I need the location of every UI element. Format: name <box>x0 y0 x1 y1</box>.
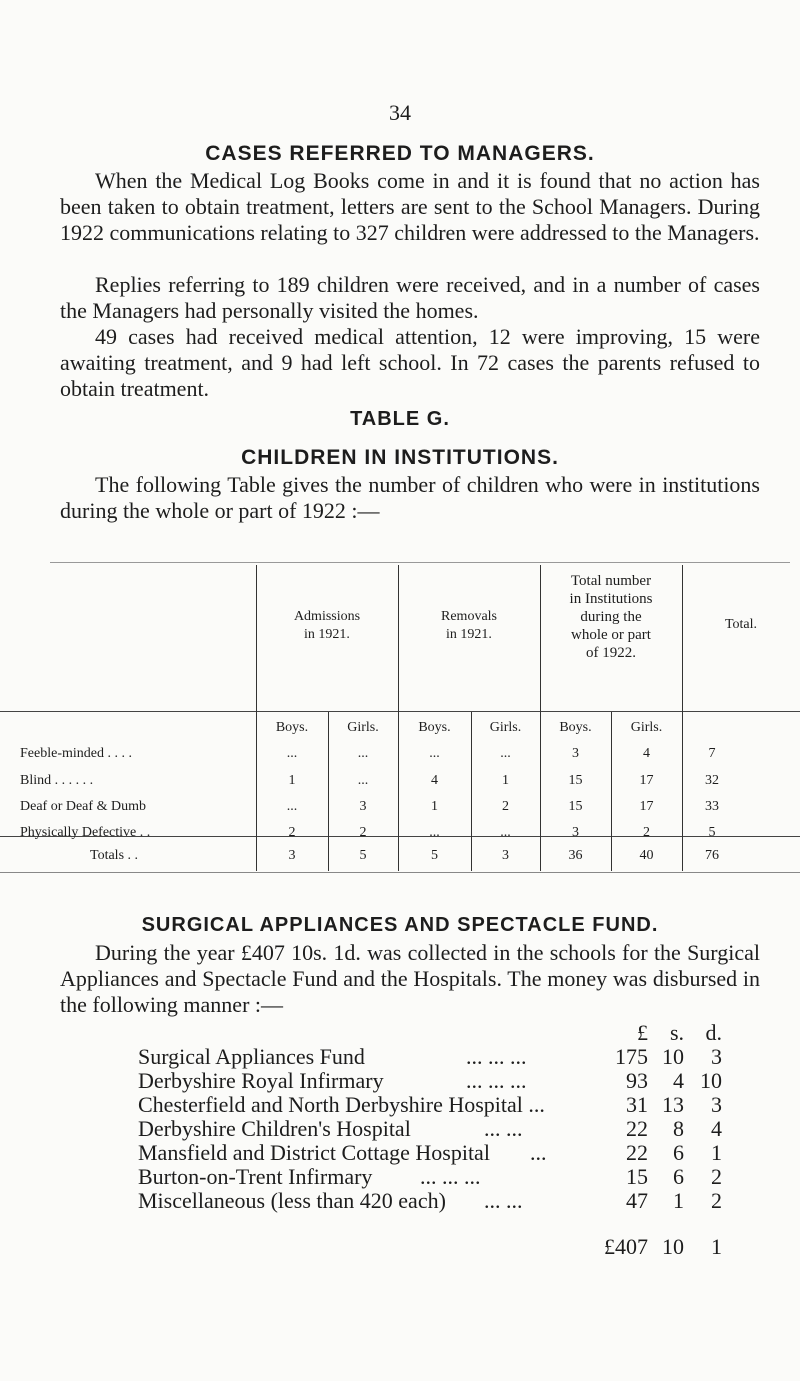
list-item <box>0 1068 800 1094</box>
subheader-total-girls: Girls. <box>630 720 663 735</box>
fund-item-label: Mansfield and District Cottage Hospital <box>138 1140 490 1165</box>
cases-referred-heading: CASES REFERRED TO MANAGERS. <box>205 142 595 165</box>
table-cell-totals: 3 <box>288 848 296 863</box>
fund-pounds: 22 <box>626 1116 648 1141</box>
list-item <box>0 1140 800 1166</box>
fund-pence: 2 <box>711 1164 722 1189</box>
fund-pounds: 47 <box>626 1188 648 1213</box>
fund-item-label: Derbyshire Children's Hospital <box>138 1116 411 1141</box>
fund-item-label: Chesterfield and North Derbyshire Hospital ... <box>138 1092 545 1117</box>
table-cell: ... <box>429 825 440 840</box>
fund-pounds: 93 <box>626 1068 648 1093</box>
paragraph-replies: Replies referring to 189 children were received, and in a number of cases the Managers had personally visited the homes. <box>60 272 760 323</box>
fund-pence: 10 <box>700 1068 722 1093</box>
row-label-blind: Blind . . . . . . <box>20 773 94 788</box>
table-cell-totals: 5 <box>431 848 438 863</box>
fund-shillings: 1 <box>673 1188 684 1213</box>
list-item <box>0 1044 800 1070</box>
fund-pounds: 175 <box>615 1044 648 1069</box>
total-pounds: £407 <box>604 1234 648 1259</box>
children-in-institutions-table <box>0 560 800 870</box>
table-cell: 2 <box>359 825 367 840</box>
fund-item-label: Miscellaneous (less than 420 each) <box>138 1188 446 1213</box>
table-cell: 17 <box>639 773 654 788</box>
subheader-removals-boys: Boys. <box>418 720 451 735</box>
fund-item-label: Burton-on-Trent Infirmary <box>138 1164 373 1189</box>
table-g-intro: The following Table gives the number of children who were in institutions during the whole or part of 1922 :— <box>60 472 760 523</box>
fund-shillings: 4 <box>673 1068 684 1093</box>
table-cell-totals: 5 <box>359 848 367 863</box>
fund-total-row <box>0 1234 800 1260</box>
fund-pence: 3 <box>711 1044 722 1069</box>
paragraph-log-books: When the Medical Log Books come in and it is found that no action has been taken to obtain treatment, letters are sent to the School Managers. During 1922 communications relating to 327 children were addressed to the Managers. <box>60 168 760 245</box>
fund-pence: 2 <box>711 1188 722 1213</box>
table-cell-total: 33 <box>705 799 719 814</box>
subheader-admissions-girls: Girls. <box>347 720 379 735</box>
table-cell-totals: 40 <box>639 848 654 863</box>
fund-item-label: Derbyshire Royal Infirmary <box>138 1068 384 1093</box>
table-cell-totals: 36 <box>568 848 583 863</box>
table-cell-totals: 3 <box>502 848 509 863</box>
table-cell: 3 <box>572 825 579 840</box>
row-label-deaf-dumb: Deaf or Deaf & Dumb <box>20 799 146 814</box>
fund-shillings: 10 <box>662 1044 684 1069</box>
table-g-heading: TABLE G. <box>350 408 450 430</box>
fund-item-label: Surgical Appliances Fund <box>138 1044 365 1069</box>
leader-dots: ... <box>530 1140 547 1165</box>
table-cell: ... <box>500 825 511 840</box>
table-cell: 2 <box>288 825 296 840</box>
header-total-number: Total number in Institutions during the whole or part of 1922. <box>569 573 653 661</box>
surgical-fund-intro: During the year £407 10s. 1d. was collected in the schools for the Surgical Appliances and Spectacle Fund and the Hospitals. The money was disbursed in the following manner :— <box>60 940 760 1017</box>
subheader-total-boys: Boys. <box>559 720 592 735</box>
table-cell: ... <box>357 773 369 788</box>
table-cell: 15 <box>568 799 583 814</box>
table-cell: 1 <box>431 799 438 814</box>
fund-pence: 4 <box>711 1116 722 1141</box>
pounds-header: £ <box>637 1020 648 1045</box>
leader-dots: ... ... <box>484 1188 523 1213</box>
table-cell: 4 <box>643 746 650 761</box>
header-removals: Removals in 1921. <box>441 609 497 642</box>
table-cell: ... <box>357 746 369 761</box>
table-cell-total: 7 <box>708 746 716 761</box>
row-label-physically-defective: Physically Defective . . <box>20 825 151 840</box>
table-cell: 17 <box>639 799 654 814</box>
table-cell: 2 <box>502 799 509 814</box>
fund-shillings: 8 <box>673 1116 684 1141</box>
leader-dots: ... ... <box>484 1116 523 1141</box>
table-cell-total: 5 <box>708 825 716 840</box>
row-label-feeble-minded: Feeble-minded . . . . <box>20 746 132 761</box>
currency-header-row <box>0 1020 800 1046</box>
fund-pounds: 31 <box>626 1092 648 1117</box>
header-total: Total. <box>724 617 758 632</box>
list-item <box>0 1188 800 1214</box>
fund-pounds: 15 <box>626 1164 648 1189</box>
pence-header: d. <box>705 1020 722 1045</box>
leader-dots: ... ... ... <box>466 1068 527 1093</box>
fund-pounds: 22 <box>626 1140 648 1165</box>
table-cell: ... <box>286 746 298 761</box>
list-item <box>0 1164 800 1190</box>
table-cell: 4 <box>431 773 438 788</box>
surgical-fund-heading: SURGICAL APPLIANCES AND SPECTACLE FUND. <box>141 914 659 936</box>
table-cell: 3 <box>572 746 579 761</box>
page-number: 34 <box>389 100 411 125</box>
list-item <box>0 1116 800 1142</box>
total-shillings: 10 <box>662 1234 684 1259</box>
shillings-header: s. <box>669 1020 684 1045</box>
leader-dots: ... ... ... <box>420 1164 481 1189</box>
table-cell-total: 32 <box>705 773 719 788</box>
table-cell: ... <box>500 746 511 761</box>
table-g-subheading: CHILDREN IN INSTITUTIONS. <box>241 446 559 469</box>
table-cell: 15 <box>568 773 583 788</box>
list-item <box>0 1092 800 1118</box>
subheader-removals-girls: Girls. <box>489 720 522 735</box>
leader-dots: ... ... ... <box>466 1044 527 1069</box>
header-admissions: Admissions in 1921. <box>293 609 361 642</box>
subheader-admissions-boys: Boys. <box>275 720 309 735</box>
total-pence: 1 <box>711 1234 722 1259</box>
table-cell: 1 <box>288 773 296 788</box>
fund-pence: 1 <box>711 1140 722 1165</box>
table-cell: ... <box>429 746 440 761</box>
fund-pence: 3 <box>711 1092 722 1117</box>
paragraph-cases: 49 cases had received medical attention, 12 were improving, 15 were awaiting treatment, and 9 had left school. In 72 cases the parents refused to obtain treatment. <box>60 324 760 401</box>
table-cell-grand-total: 76 <box>705 848 719 863</box>
fund-shillings: 6 <box>673 1164 684 1189</box>
table-cell: 3 <box>359 799 367 814</box>
fund-shillings: 13 <box>662 1092 684 1117</box>
table-cell: 1 <box>502 773 509 788</box>
table-cell: 2 <box>643 825 650 840</box>
fund-shillings: 6 <box>673 1140 684 1165</box>
row-label-totals: Totals . . <box>90 848 139 863</box>
table-cell: ... <box>286 799 298 814</box>
